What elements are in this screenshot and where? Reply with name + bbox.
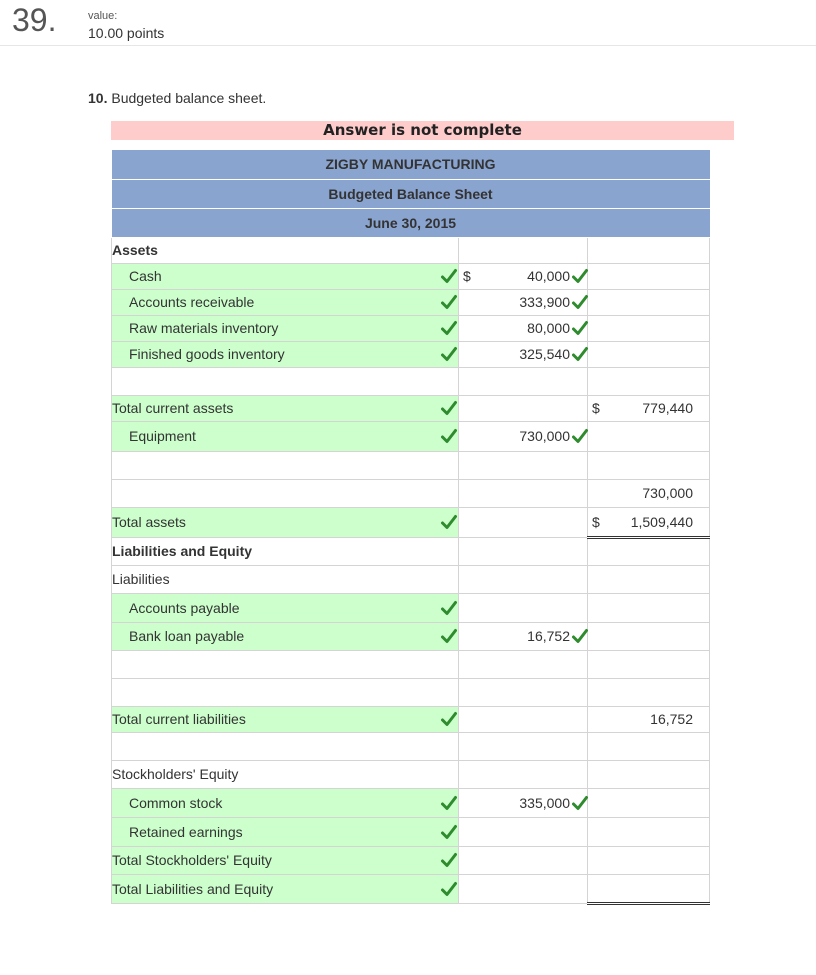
- assets-heading: Assets: [112, 237, 459, 263]
- blank-label-field[interactable]: [112, 451, 459, 479]
- dollar-sign: $: [463, 268, 471, 284]
- fg-label: Finished goods inventory: [129, 346, 285, 362]
- divider: [0, 45, 816, 46]
- statement-title: Budgeted Balance Sheet: [112, 179, 710, 208]
- re-input[interactable]: [459, 817, 588, 846]
- answer-status-banner: Answer is not complete: [111, 121, 734, 140]
- blank-label-field[interactable]: [112, 367, 459, 395]
- table-row: [112, 593, 710, 622]
- tse-label-field[interactable]: [112, 846, 459, 874]
- raw-input[interactable]: [459, 315, 588, 341]
- cash-label: Cash: [129, 268, 162, 284]
- question-number: 39.: [12, 2, 57, 38]
- checkmark-icon: [441, 795, 457, 811]
- blank-input[interactable]: [459, 367, 588, 395]
- table-row: [112, 537, 710, 565]
- checkmark-icon: [441, 881, 457, 897]
- table-row: [112, 315, 710, 341]
- re-label: Retained earnings: [129, 823, 243, 840]
- table-row: [112, 367, 710, 395]
- ap-label: Accounts payable: [129, 599, 240, 616]
- value-label: value:: [88, 10, 118, 22]
- tca-label: Total current assets: [112, 400, 234, 416]
- question-prompt: [88, 90, 266, 106]
- checkmark-icon: [441, 346, 457, 362]
- table-row: [112, 817, 710, 846]
- equip-value: 730,000: [519, 428, 570, 444]
- equip-total-value: 730,000: [642, 485, 693, 501]
- cs-input[interactable]: [459, 788, 588, 817]
- tse-label: Total Stockholders' Equity: [112, 852, 272, 868]
- prompt-number: 10.: [88, 90, 108, 106]
- tcl-label: Total current liabilities: [112, 711, 246, 727]
- bank-value: 16,752: [527, 628, 570, 644]
- ar-input[interactable]: [459, 289, 588, 315]
- ap-label-field[interactable]: [112, 593, 459, 622]
- checkmark-icon: [572, 294, 588, 310]
- blank-label-field[interactable]: [112, 678, 459, 706]
- company-name: ZIGBY MANUFACTURING: [112, 150, 710, 179]
- tca-input[interactable]: [588, 395, 710, 421]
- blank-input[interactable]: [459, 678, 588, 706]
- ar-value: 333,900: [519, 294, 570, 310]
- cs-label: Common stock: [129, 794, 223, 811]
- tle-input[interactable]: [588, 874, 710, 903]
- checkmark-icon: [572, 628, 588, 644]
- budgeted-balance-sheet: [111, 150, 710, 905]
- blank-label-field[interactable]: [112, 479, 459, 507]
- checkmark-icon: [441, 428, 457, 444]
- table-row: [112, 289, 710, 315]
- checkmark-icon: [441, 294, 457, 310]
- table-row: [112, 479, 710, 507]
- cs-label-field[interactable]: [112, 788, 459, 817]
- fg-value: 325,540: [519, 346, 570, 362]
- statement-date: June 30, 2015: [112, 208, 710, 237]
- table-row: [112, 237, 710, 263]
- checkmark-icon: [572, 428, 588, 444]
- table-row: [112, 788, 710, 817]
- table-row: [112, 706, 710, 732]
- table-row: [112, 760, 710, 788]
- raw-value: 80,000: [527, 320, 570, 336]
- table-row: [112, 874, 710, 903]
- table-row: [112, 395, 710, 421]
- raw-label-field[interactable]: [112, 315, 459, 341]
- equip-input[interactable]: [459, 421, 588, 451]
- table-row: [112, 451, 710, 479]
- le-heading: Liabilities and Equity: [112, 537, 459, 565]
- blank-label-field[interactable]: [112, 732, 459, 760]
- bank-label: Bank loan payable: [129, 628, 245, 644]
- ap-input[interactable]: [459, 593, 588, 622]
- table-row: [112, 565, 710, 593]
- blank-input[interactable]: [459, 451, 588, 479]
- table-row: [112, 846, 710, 874]
- cash-label-field[interactable]: [112, 263, 459, 289]
- tle-label: Total Liabilities and Equity: [112, 880, 274, 897]
- checkmark-icon: [441, 852, 457, 868]
- tca-label-field[interactable]: [112, 395, 459, 421]
- ar-label: Accounts receivable: [129, 294, 255, 310]
- table-row: [112, 421, 710, 451]
- checkmark-icon: [572, 268, 588, 284]
- prompt-text: Budgeted balance sheet.: [111, 90, 267, 106]
- tcl-input[interactable]: [588, 706, 710, 732]
- equip-total-input[interactable]: [588, 479, 710, 507]
- checkmark-icon: [572, 320, 588, 336]
- fg-label-field[interactable]: [112, 341, 459, 367]
- ar-label-field[interactable]: [112, 289, 459, 315]
- checkmark-icon: [441, 514, 457, 530]
- checkmark-icon: [441, 824, 457, 840]
- liabilities-heading: Liabilities: [112, 565, 459, 593]
- table-row: [112, 622, 710, 650]
- fg-input[interactable]: [459, 341, 588, 367]
- tle-label-field[interactable]: [112, 874, 459, 903]
- blank-label-field[interactable]: [112, 650, 459, 678]
- equip-label: Equipment: [129, 428, 196, 444]
- checkmark-icon: [441, 711, 457, 727]
- table-row: [112, 341, 710, 367]
- bank-label-field[interactable]: [112, 622, 459, 650]
- tse-input[interactable]: [588, 846, 710, 874]
- dollar-sign: $: [592, 400, 600, 416]
- equip-label-field[interactable]: [112, 421, 459, 451]
- re-label-field[interactable]: [112, 817, 459, 846]
- table-row: [112, 263, 710, 289]
- raw-label: Raw materials inventory: [129, 320, 279, 336]
- table-row: [112, 678, 710, 706]
- checkmark-icon: [441, 268, 457, 284]
- ta-input[interactable]: [588, 507, 710, 537]
- table-row: [112, 732, 710, 760]
- cash-input[interactable]: [459, 263, 588, 289]
- cs-value: 335,000: [519, 794, 570, 811]
- checkmark-icon: [441, 600, 457, 616]
- bank-input[interactable]: [459, 622, 588, 650]
- blank-input[interactable]: [459, 650, 588, 678]
- checkmark-icon: [572, 795, 588, 811]
- ta-label: Total assets: [112, 514, 186, 530]
- checkmark-icon: [572, 346, 588, 362]
- checkmark-icon: [441, 320, 457, 336]
- se-heading: Stockholders' Equity: [112, 760, 459, 788]
- table-row: [112, 507, 710, 537]
- cash-value: 40,000: [527, 268, 570, 284]
- ta-value: 1,509,440: [630, 513, 693, 530]
- dollar-sign: $: [592, 513, 600, 530]
- table-row: [112, 650, 710, 678]
- checkmark-icon: [441, 400, 457, 416]
- ta-label-field[interactable]: [112, 507, 459, 537]
- checkmark-icon: [441, 628, 457, 644]
- points-value: 10.00 points: [88, 25, 165, 41]
- tcl-label-field[interactable]: [112, 706, 459, 732]
- tcl-value: 16,752: [650, 711, 693, 727]
- tca-value: 779,440: [642, 400, 693, 416]
